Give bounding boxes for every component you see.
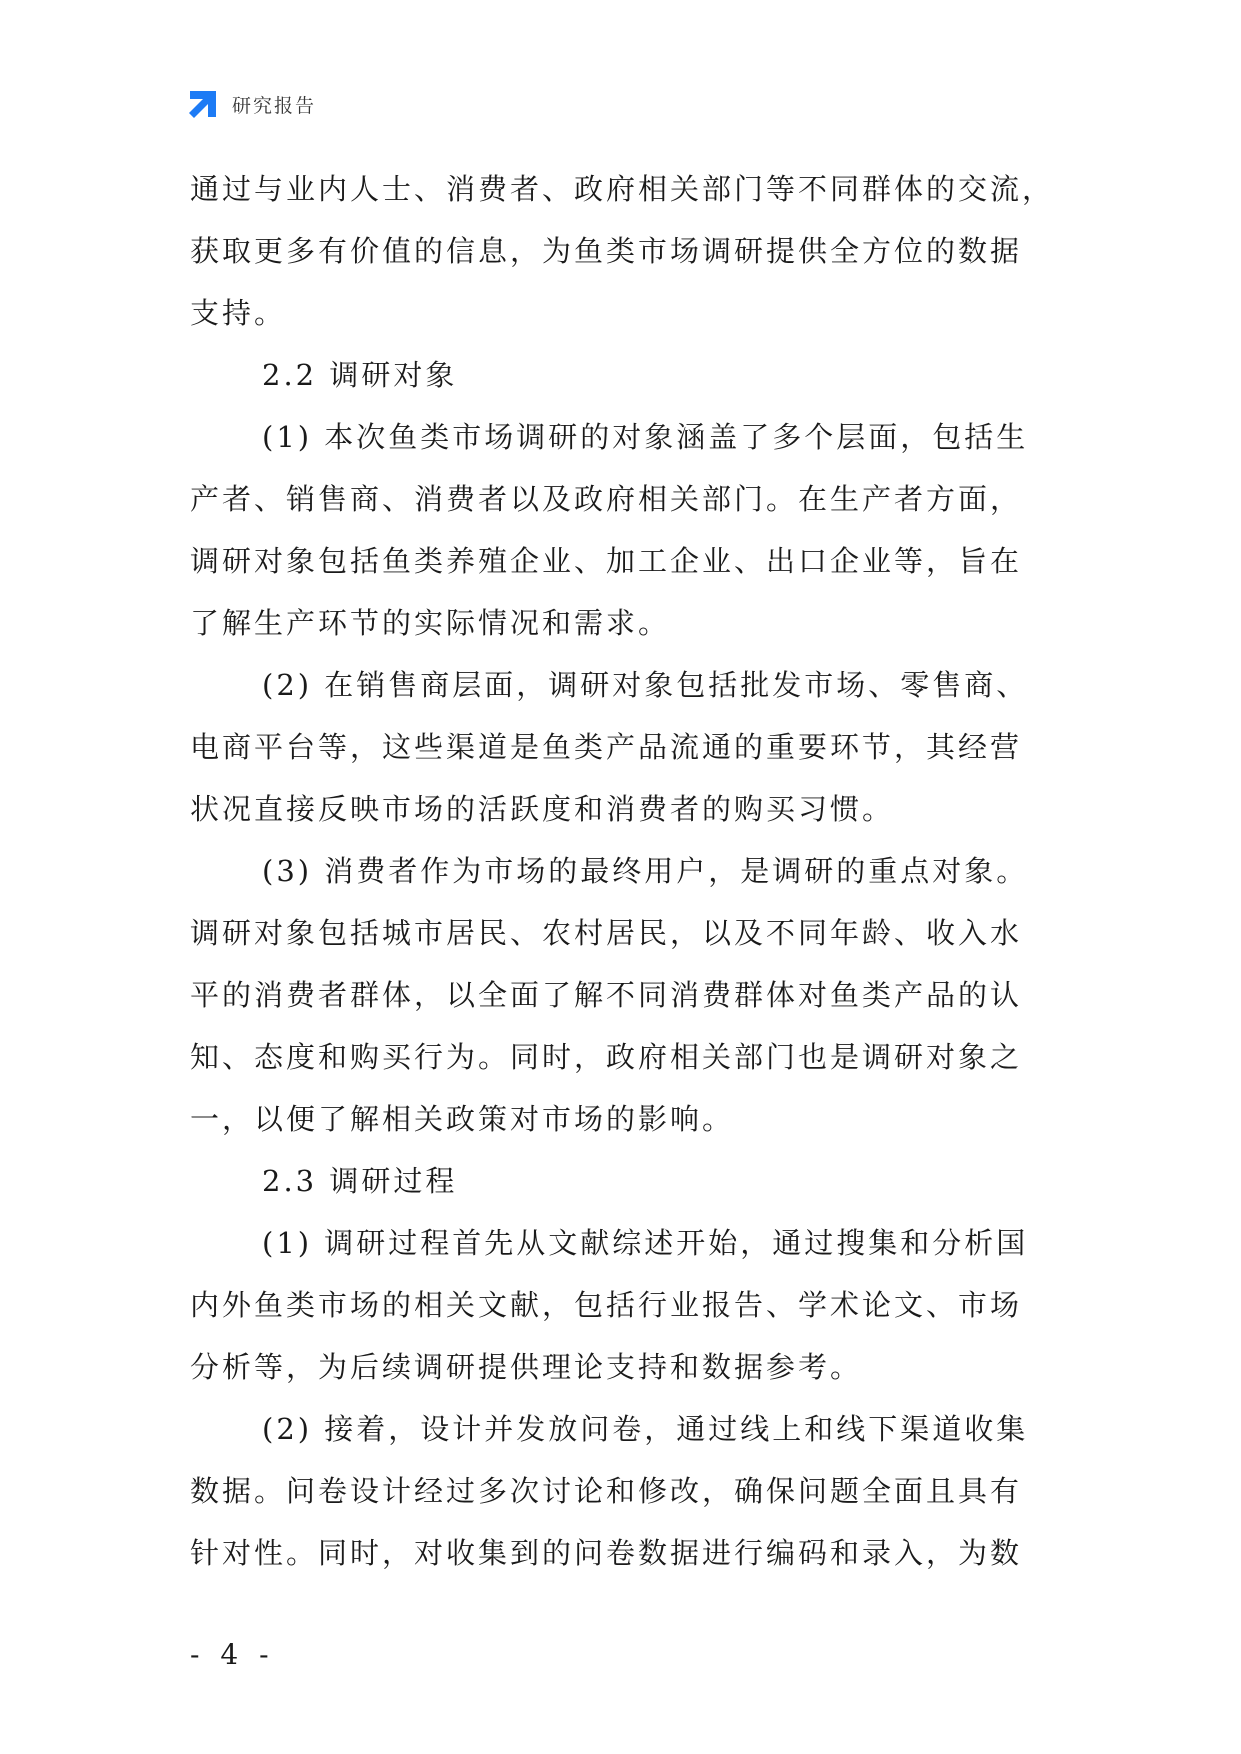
text-line: 获取更多有价值的信息，为鱼类市场调研提供全方位的数据 bbox=[190, 234, 1023, 268]
text-line: 内外鱼类市场的相关文献，包括行业报告、学术论文、市场 bbox=[190, 1288, 1023, 1322]
text-line: 电商平台等，这些渠道是鱼类产品流通的重要环节，其经营 bbox=[190, 730, 1023, 764]
page-header bbox=[186, 86, 316, 122]
text-line: 通过与业内人士、消费者、政府相关部门等不同群体的交流， bbox=[190, 172, 1055, 206]
section-heading-2-2: 2.2 调研对象 bbox=[262, 358, 458, 392]
text-line: (1) 调研过程首先从文献综述开始，通过搜集和分析国 bbox=[262, 1226, 1029, 1260]
text-line: 支持。 bbox=[190, 296, 287, 330]
document-body bbox=[190, 158, 1060, 1584]
arrow-up-right-icon bbox=[186, 87, 220, 121]
text-line: (2) 在销售商层面，调研对象包括批发市场、零售商、 bbox=[262, 668, 1029, 702]
text-line: 调研对象包括城市居民、农村居民，以及不同年龄、收入水 bbox=[190, 916, 1023, 950]
text-line: 一，以便了解相关政策对市场的影响。 bbox=[190, 1102, 735, 1136]
text-line: 知、态度和购买行为。同时，政府相关部门也是调研对象之 bbox=[190, 1040, 1023, 1074]
text-line: 数据。问卷设计经过多次讨论和修改，确保问题全面且具有 bbox=[190, 1474, 1023, 1508]
page-number: - 4 - bbox=[190, 1638, 275, 1671]
header-title: 研究报告 bbox=[232, 94, 317, 117]
text-line: (3) 消费者作为市场的最终用户，是调研的重点对象。 bbox=[262, 854, 1029, 888]
text-line: 平的消费者群体，以全面了解不同消费群体对鱼类产品的认 bbox=[190, 978, 1023, 1012]
text-line: 了解生产环节的实际情况和需求。 bbox=[190, 606, 671, 640]
text-line: 产者、销售商、消费者以及政府相关部门。在生产者方面， bbox=[190, 482, 1023, 516]
text-line: (1) 本次鱼类市场调研的对象涵盖了多个层面，包括生 bbox=[262, 420, 1029, 454]
text-line: 调研对象包括鱼类养殖企业、加工企业、出口企业等，旨在 bbox=[190, 544, 1023, 578]
text-line: 分析等，为后续调研提供理论支持和数据参考。 bbox=[190, 1350, 863, 1384]
text-line: (2) 接着，设计并发放问卷，通过线上和线下渠道收集 bbox=[262, 1412, 1029, 1446]
text-line: 针对性。同时，对收集到的问卷数据进行编码和录入，为数 bbox=[190, 1536, 1023, 1570]
text-line: 状况直接反映市场的活跃度和消费者的购买习惯。 bbox=[190, 792, 895, 826]
section-heading-2-3: 2.3 调研过程 bbox=[262, 1164, 458, 1198]
